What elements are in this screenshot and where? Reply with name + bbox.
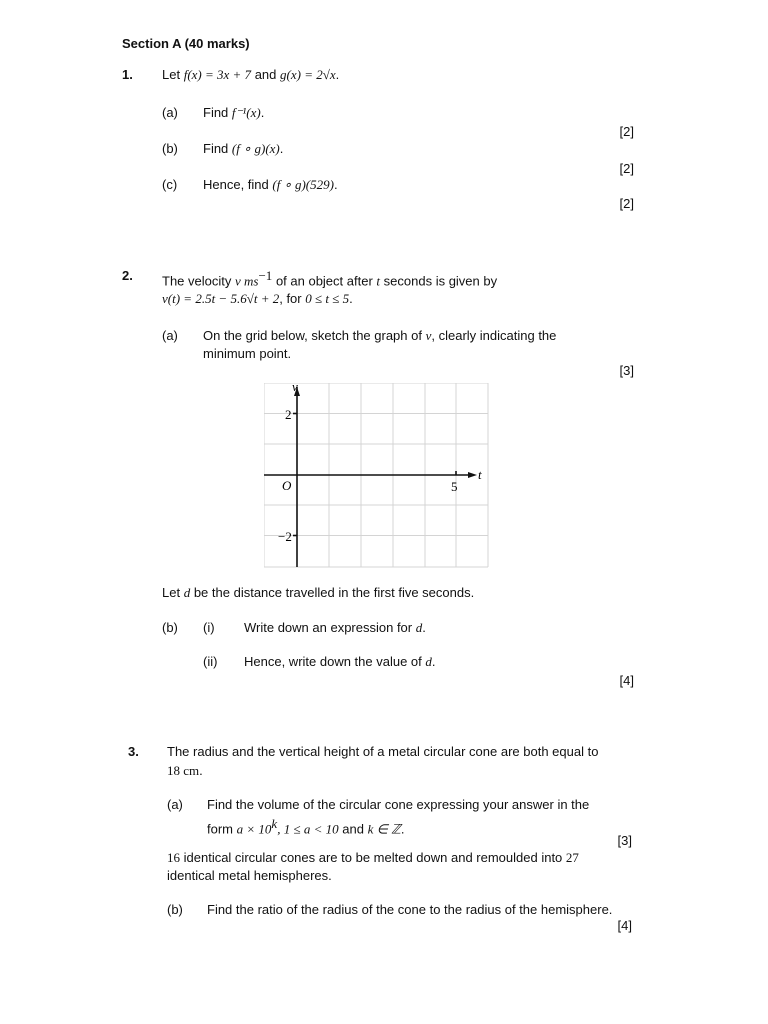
- q3b-text: Find the ratio of the radius of the cone to the radius of the hemisphere.: [207, 902, 613, 917]
- q3-hemisphere-count: 27: [565, 850, 579, 865]
- q3-measurement: 18 cm: [167, 763, 200, 778]
- section-title: Section A (40 marks): [122, 36, 250, 51]
- q2b-label: (b): [162, 620, 178, 635]
- q3a-line2: [207, 816, 404, 837]
- q2-stem-line1: [162, 268, 497, 289]
- q2-velocity-unit-exp: −1: [258, 268, 273, 283]
- q2bi-text: [244, 620, 426, 636]
- q2bi-label: (i): [203, 620, 215, 635]
- q1c-label: (c): [162, 177, 178, 192]
- q3a-form-math: a × 10: [236, 821, 272, 837]
- q2a-text-pre: On the grid below, sketch the graph of: [203, 328, 422, 343]
- q2-after-text: of an object after: [275, 273, 373, 289]
- q2-number: 2.: [122, 268, 133, 283]
- q2-domain: 0 ≤ t ≤ 5: [305, 291, 350, 306]
- v-axis-label: v: [292, 383, 298, 394]
- q2bi-end: .: [422, 620, 426, 635]
- q1a-marks: [2]: [619, 124, 634, 139]
- q1-g-definition: g(x) = 2√x: [280, 67, 336, 82]
- q2a-label: (a): [162, 328, 178, 343]
- q3a-end: .: [400, 821, 405, 837]
- q1-f-definition: f(x) = 3x + 7: [183, 67, 252, 82]
- y-tick-label-minus-2: −2: [278, 529, 292, 544]
- q1-stem: [162, 67, 339, 83]
- q3-remould-text: identical circular cones are to be melted down and remoulded into: [183, 850, 563, 865]
- q2b-marks: [4]: [619, 673, 634, 688]
- q1b-end: .: [279, 141, 284, 156]
- q1a-math: f⁻¹(x): [231, 105, 261, 120]
- q2-velocity-unit: v ms: [235, 273, 259, 289]
- q3a-form-text: form: [207, 821, 233, 837]
- q2-for-text: , for: [279, 291, 302, 306]
- q1c-text: [203, 177, 338, 193]
- q2-let-text: Let: [162, 585, 181, 600]
- q2bii-text: [244, 654, 436, 670]
- q1a-find: Find: [203, 105, 229, 120]
- q3-number: 3.: [128, 744, 139, 759]
- q3b-label: (b): [167, 902, 183, 917]
- q1c-marks: [2]: [619, 196, 634, 211]
- q3-mid-line2: identical metal hemispheres.: [167, 868, 332, 883]
- q2a-line1: [203, 328, 556, 344]
- q1c-end: .: [333, 177, 338, 192]
- y-tick-label-2: 2: [285, 407, 292, 422]
- q3-cone-count: 16: [167, 850, 180, 865]
- q2-velocity-text: The velocity: [162, 273, 232, 289]
- t-axis-arrow: [468, 472, 477, 478]
- q1-period: .: [335, 67, 340, 82]
- q2bii-d-var: d: [425, 654, 432, 669]
- q3a-form-exp: k: [271, 816, 278, 831]
- q2-seconds-text: seconds is given by: [383, 273, 498, 289]
- q1c-find: Hence, find: [203, 177, 269, 192]
- q1b-marks: [2]: [619, 161, 634, 176]
- q2bi-d-var: d: [415, 620, 423, 635]
- x-tick-label-5: 5: [451, 479, 458, 494]
- q1b-find: Find: [203, 141, 229, 156]
- q1c-math: (f ∘ g)(529): [272, 177, 334, 192]
- q1b-label: (b): [162, 141, 178, 156]
- q1a-label: (a): [162, 105, 178, 120]
- q3-line2-end: .: [199, 763, 203, 778]
- q3a-line1: Find the volume of the circular cone expressing your answer in the: [207, 797, 590, 812]
- q3b-marks: [4]: [617, 918, 632, 933]
- sketch-grid[interactable]: [264, 383, 490, 573]
- q2bii-end: .: [431, 654, 436, 669]
- q2a-v-var: v: [425, 328, 432, 343]
- q3-stem-line1: The radius and the vertical height of a metal circular cone are both equal to: [167, 744, 599, 759]
- q2-t-var: t: [376, 273, 381, 289]
- q2bii-text-main: Hence, write down the value of: [244, 654, 422, 669]
- origin-label: O: [282, 478, 292, 493]
- t-axis-label: t: [478, 467, 482, 482]
- q2-stem-line2: [162, 291, 353, 307]
- q1-and-text: and: [254, 67, 277, 82]
- q2-distance-text: be the distance travelled in the first five seconds.: [193, 585, 475, 600]
- q2a-text-post: , clearly indicating the: [431, 328, 557, 343]
- q2a-line2: minimum point.: [203, 346, 292, 361]
- q2bi-text-main: Write down an expression for: [244, 620, 413, 635]
- q2-let-d: [162, 585, 474, 601]
- q2-equation: v(t) = 2.5t − 5.6√t + 2: [162, 291, 280, 306]
- q3a-label: (a): [167, 797, 183, 812]
- q3a-and-text: and: [342, 821, 364, 837]
- q2-eq-end: .: [349, 291, 353, 306]
- q2bii-label: (ii): [203, 654, 218, 669]
- q3-stem-line2: [167, 763, 203, 779]
- q1-number: 1.: [122, 67, 133, 82]
- q2-d-var: d: [183, 585, 191, 600]
- q3-mid-line1: [167, 850, 579, 866]
- q3a-condition-k: k ∈ ℤ: [367, 821, 401, 837]
- q1a-text: [203, 105, 264, 121]
- q3a-marks: [3]: [617, 833, 632, 848]
- q2a-marks: [3]: [619, 363, 634, 378]
- q1b-math: (f ∘ g)(x): [231, 141, 280, 156]
- q3a-condition-a: , 1 ≤ a < 10: [277, 821, 339, 837]
- q1b-text: [203, 141, 283, 157]
- q1a-end: .: [260, 105, 265, 120]
- q1-let-text: Let: [162, 67, 181, 82]
